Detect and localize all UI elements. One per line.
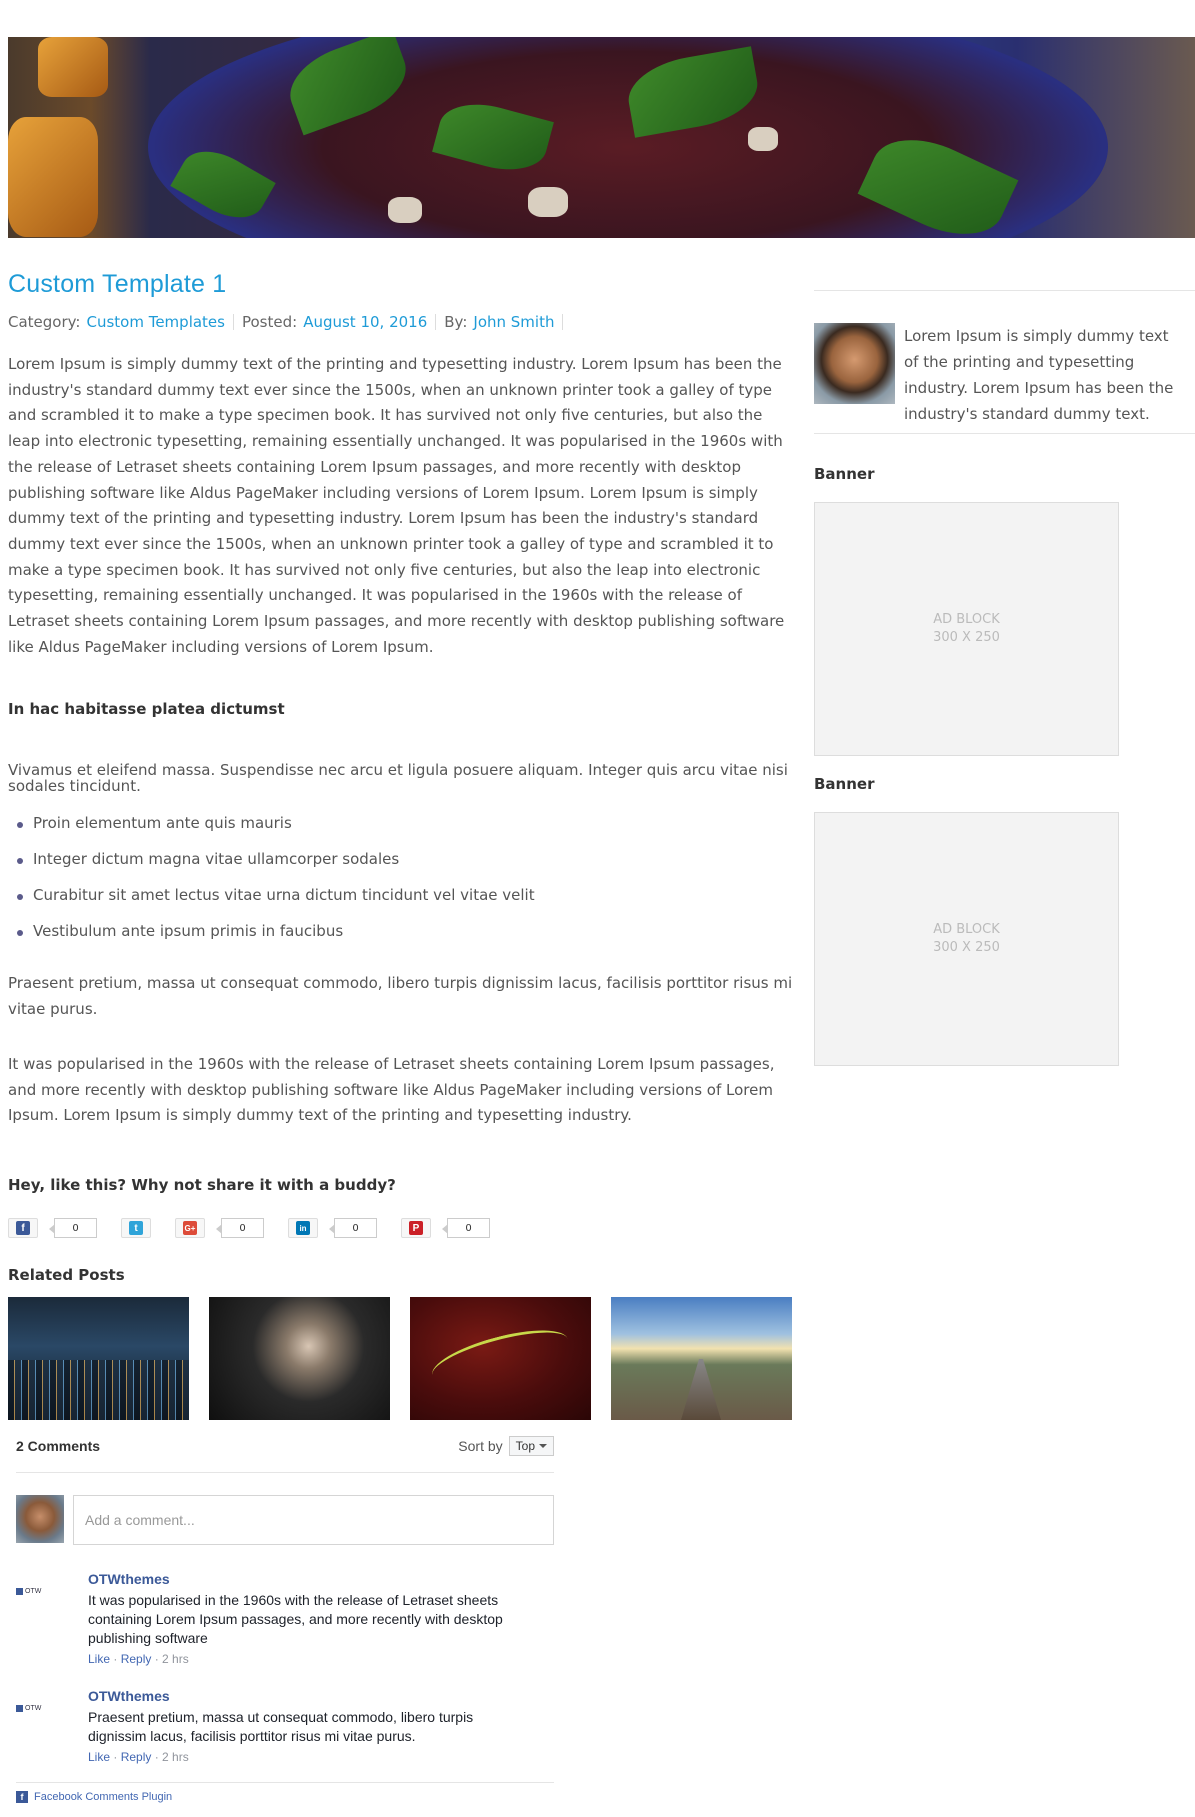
twitter-share-button[interactable] xyxy=(121,1218,151,1238)
facebook-comments-plugin-link[interactable] xyxy=(16,1791,554,1803)
bread-graphic xyxy=(38,37,108,97)
share-title: Hey, like this? Why not share it with a buddy? xyxy=(8,1176,396,1194)
comment-body xyxy=(88,1571,518,1666)
like-link[interactable]: Like xyxy=(88,1652,111,1666)
google-plus-share-button[interactable] xyxy=(175,1218,205,1238)
logo-mark-icon xyxy=(16,1705,23,1712)
ad-size: 300 X 250 xyxy=(933,940,1000,955)
share-count: 0 xyxy=(447,1218,490,1238)
meta-divider xyxy=(562,314,563,330)
share-twitter xyxy=(121,1218,151,1238)
pinterest-icon: P xyxy=(409,1221,423,1235)
list-item: Integer dictum magna vitae ullamcorper sodales xyxy=(17,850,796,886)
bullet-list xyxy=(17,814,796,958)
comment xyxy=(16,1571,554,1666)
ad-label: AD BLOCK xyxy=(933,612,1000,627)
related-posts-title: Related Posts xyxy=(8,1266,125,1284)
sort-value: Top xyxy=(515,1439,535,1453)
author-widget xyxy=(814,323,1195,427)
logo-text: OTW xyxy=(25,1704,42,1712)
pinterest-share-button[interactable] xyxy=(401,1218,431,1238)
plugin-label: Facebook Comments Plugin xyxy=(34,1791,173,1803)
ad-label: AD BLOCK xyxy=(933,922,1000,937)
comment-time: 2 hrs xyxy=(162,1652,189,1666)
sidebar xyxy=(814,290,1195,1066)
otw-logo xyxy=(16,1581,72,1601)
list-item: Vestibulum ante ipsum primis in faucibus xyxy=(17,922,796,958)
comment-actions: Like · Reply · 2 hrs xyxy=(88,1750,189,1764)
meta-divider xyxy=(233,314,234,330)
banner-title: Banner xyxy=(814,775,875,793)
meta-divider xyxy=(435,314,436,330)
post-paragraph: Lorem Ipsum is simply dummy text of the printing and typesetting industry. Lorem Ipsum has been the industry's standard dummy text ever since the 1500s, when an unknown printer took a galley of type and scrambled it to make a type specimen book. It has survived not only five centuries, but also the leap into electronic typesetting, remaining essentially unchanged. It was popularised in the 1960s with the release of Letraset sheets containing Lorem Ipsum passages, and more recently with desktop publishing software like Aldus PageMaker including versions of Lorem Ipsum. Lorem Ipsum is simply dummy text of the printing and typesetting industry. Lorem Ipsum has been the industry's standard dummy text ever since the 1500s, when an unknown printer took a galley of type and scrambled it to make a type specimen book. It has survived not only five centuries, but also the leap into electronic typesetting, remaining essentially unchanged. It was popularised in the 1960s with the release of Letraset sheets containing Lorem Ipsum passages, and more recently with desktop publishing software like Aldus PageMaker including versions of Lorem Ipsum. xyxy=(8,355,785,656)
share-linkedin xyxy=(288,1218,377,1238)
comment-time: 2 hrs xyxy=(162,1750,189,1764)
add-comment xyxy=(16,1495,554,1545)
date-link[interactable]: August 10, 2016 xyxy=(303,313,428,331)
posted-label: Posted: xyxy=(241,313,298,331)
share-count: 0 xyxy=(54,1218,97,1238)
logo-mark-icon xyxy=(16,1588,23,1595)
logo-text: OTW xyxy=(25,1587,42,1595)
comment-input[interactable]: Add a comment... xyxy=(73,1495,554,1545)
post-title[interactable]: Custom Template 1 xyxy=(8,270,227,298)
ad-block[interactable] xyxy=(814,502,1119,756)
caret-down-icon xyxy=(539,1444,547,1448)
author-link[interactable]: John Smith xyxy=(473,313,555,331)
facebook-share-button[interactable] xyxy=(8,1218,38,1238)
cheese-graphic xyxy=(748,127,778,151)
related-post-thumbnail-portrait[interactable] xyxy=(209,1297,390,1420)
comment xyxy=(16,1688,554,1764)
bread-graphic xyxy=(8,117,98,237)
post-meta xyxy=(8,313,796,331)
post-content xyxy=(8,270,796,1129)
divider xyxy=(814,433,1195,434)
comment-text: Praesent pretium, massa ut consequat commodo, libero turpis dignissim lacus, facilisis porttitor risus mi vitae purus. xyxy=(88,1709,474,1744)
share-pinterest xyxy=(401,1218,490,1238)
ad-block[interactable] xyxy=(814,812,1119,1066)
share-facebook xyxy=(8,1218,97,1238)
share-buttons xyxy=(8,1218,514,1238)
linkedin-share-button[interactable] xyxy=(288,1218,318,1238)
by-label: By: xyxy=(444,313,468,331)
divider xyxy=(814,290,1195,291)
facebook-icon: f xyxy=(16,1221,30,1235)
sort-control xyxy=(458,1436,554,1456)
facebook-icon: f xyxy=(16,1791,28,1803)
avatar xyxy=(16,1495,64,1543)
category-label: Category: xyxy=(8,313,81,331)
list-item: Proin elementum ante quis mauris xyxy=(17,814,796,850)
post-paragraph: It was popularised in the 1960s with the release of Letraset sheets containing Lorem Ipsum passages, and more recently with desktop publishing software like Aldus PageMaker including versions of Lorem Ipsum. Lorem Ipsum is simply dummy text of the printing and typesetting industry. xyxy=(8,1054,775,1125)
comment-author[interactable]: OTWthemes xyxy=(88,1571,170,1587)
list-item: Curabitur sit amet lectus vitae urna dictum tincidunt vel vitae velit xyxy=(17,886,796,922)
comment-body xyxy=(88,1688,518,1764)
related-post-thumbnail-city[interactable] xyxy=(8,1297,189,1420)
reply-link[interactable]: Reply xyxy=(120,1750,152,1764)
related-post-thumbnail-railway[interactable] xyxy=(611,1297,792,1420)
divider xyxy=(16,1472,554,1473)
cheese-graphic xyxy=(388,197,422,223)
post-paragraph: Vivamus et eleifend massa. Suspendisse nec arcu et ligula posuere aliquam. Integer quis arcu vitae nisi sodales tincidunt. xyxy=(8,761,788,796)
related-post-thumbnail-abstract[interactable] xyxy=(410,1297,591,1420)
sort-dropdown[interactable] xyxy=(509,1436,554,1456)
hero-image xyxy=(8,37,1195,238)
divider xyxy=(16,1782,554,1783)
related-posts xyxy=(8,1297,812,1420)
otw-logo xyxy=(16,1698,72,1718)
share-google-plus xyxy=(175,1218,264,1238)
comments-section xyxy=(16,1434,554,1803)
author-bio: Lorem Ipsum is simply dummy text of the printing and typesetting industry. Lorem Ipsum has been the industry's standard dummy text. xyxy=(904,327,1174,423)
sort-label: Sort by xyxy=(458,1438,503,1454)
post-paragraph: Praesent pretium, massa ut consequat commodo, libero turpis dignissim lacus, facilisis porttitor risus mi vitae purus. xyxy=(8,974,793,1019)
category-link[interactable]: Custom Templates xyxy=(86,313,225,331)
comments-count: 2 Comments xyxy=(16,1438,101,1454)
author-photo xyxy=(814,323,895,404)
cheese-graphic xyxy=(528,187,568,217)
banner-title: Banner xyxy=(814,465,875,483)
like-link[interactable]: Like xyxy=(88,1750,111,1764)
post-subheading: In hac habitasse platea dictumst xyxy=(8,700,285,719)
comment-author[interactable]: OTWthemes xyxy=(88,1688,170,1704)
linkedin-icon: in xyxy=(296,1221,310,1235)
share-count: 0 xyxy=(221,1218,264,1238)
comments-header xyxy=(16,1434,554,1458)
google-plus-icon: G+ xyxy=(183,1221,197,1235)
comment-actions: Like · Reply · 2 hrs xyxy=(88,1652,189,1666)
reply-link[interactable]: Reply xyxy=(120,1652,152,1666)
share-count: 0 xyxy=(334,1218,377,1238)
ad-size: 300 X 250 xyxy=(933,630,1000,645)
twitter-icon: t xyxy=(129,1221,143,1235)
comment-text: It was popularised in the 1960s with the release of Letraset sheets containing Lorem Ipsum passages, and more recently with desktop publishing software xyxy=(88,1592,503,1646)
